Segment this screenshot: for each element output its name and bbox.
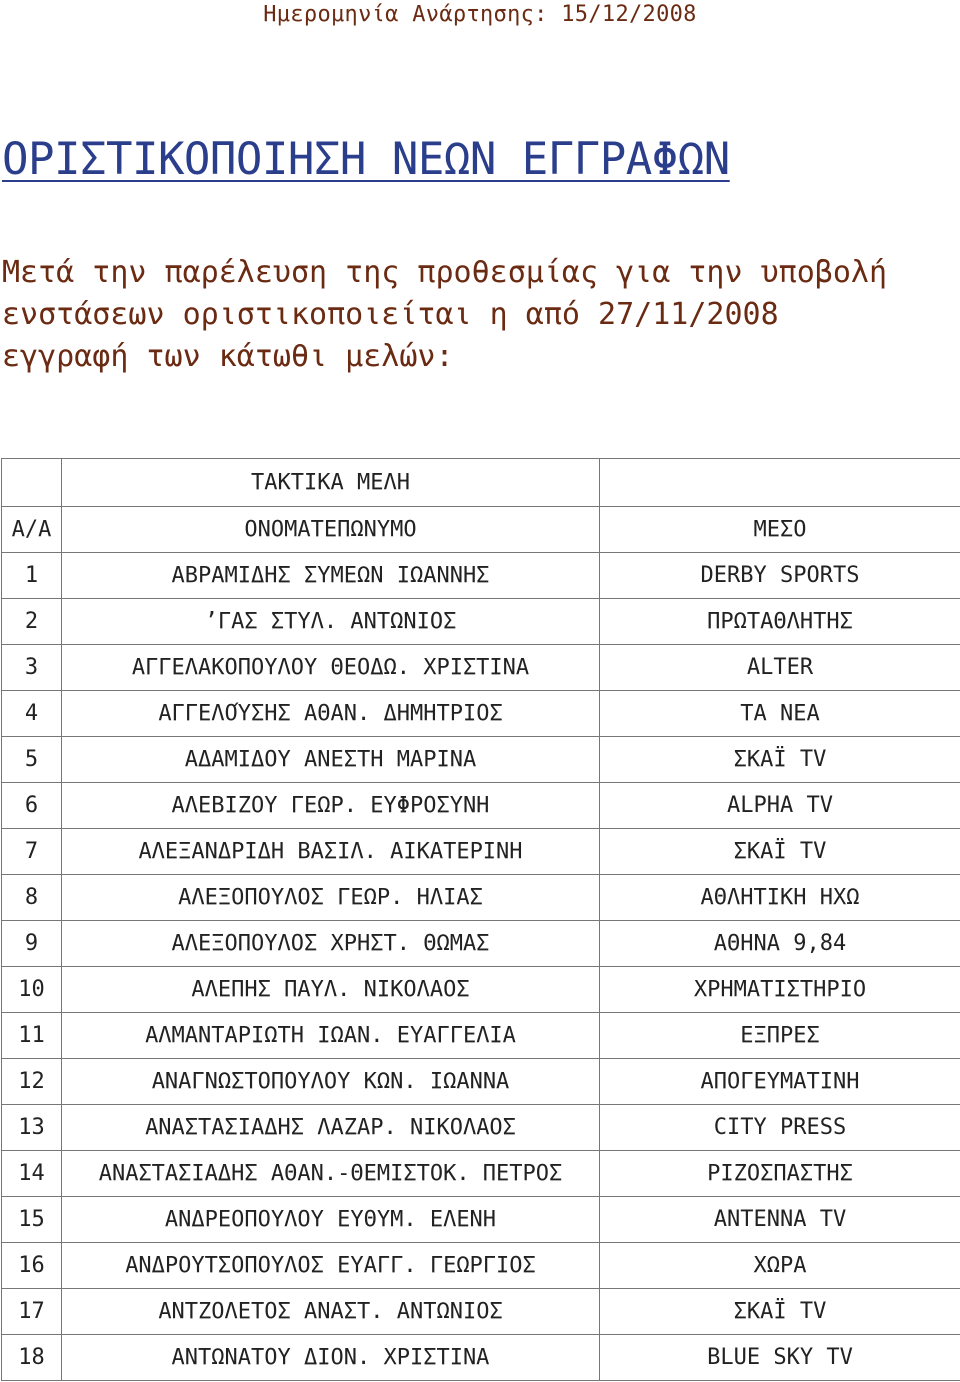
member-name: ΑΓΓΕΛΑΚΟΠΟΥΛΟΥ ΘΕΟΔΩ. ΧΡΙΣΤΙΝΑ <box>62 645 600 691</box>
member-number: 12 <box>2 1059 62 1105</box>
page-title: ΟΡΙΣΤΙΚΟΠΟΙΗΣΗ ΝΕΩΝ ΕΓΓΡΑΦΩΝ <box>2 134 730 185</box>
member-media: ALPHA TV <box>600 783 960 829</box>
member-name: ΑΛΕΞΟΠΟΥΛΟΣ ΧΡΗΣΤ. ΘΩΜΑΣ <box>62 921 600 967</box>
column-header-num: Α/Α <box>2 507 62 553</box>
table-row <box>2 829 960 875</box>
table-row <box>2 1335 960 1381</box>
member-media: BLUE SKY TV <box>600 1335 960 1381</box>
table-row <box>2 875 960 921</box>
table-row <box>2 1013 960 1059</box>
member-media: ΑΘΛΗΤΙΚΗ ΗΧΩ <box>600 875 960 921</box>
member-name: ΑΛΕΞΟΠΟΥΛΟΣ ΓΕΩΡ. ΗΛΙΑΣ <box>62 875 600 921</box>
group-header-row <box>2 459 960 507</box>
empty-cell <box>600 459 960 507</box>
post-date: Ημερομηνία Ανάρτησης: 15/12/2008 <box>263 2 697 27</box>
empty-cell <box>2 459 62 507</box>
member-media: ΠΡΩΤΑΘΛΗΤΗΣ <box>600 599 960 645</box>
member-name: ΑΝΔΡΕΟΠΟΥΛΟΥ ΕΥΘΥΜ. ΕΛΕΝΗ <box>62 1197 600 1243</box>
member-number: 16 <box>2 1243 62 1289</box>
table-row <box>2 599 960 645</box>
member-number: 8 <box>2 875 62 921</box>
table-row <box>2 783 960 829</box>
member-number: 18 <box>2 1335 62 1381</box>
member-number: 5 <box>2 737 62 783</box>
group-header: ΤΑΚΤΙΚΑ ΜΕΛΗ <box>62 459 600 507</box>
member-number: 1 <box>2 553 62 599</box>
column-header-media: ΜΕΣΟ <box>600 507 960 553</box>
table-row <box>2 1105 960 1151</box>
member-media: ΡΙΖΟΣΠΑΣΤΗΣ <box>600 1151 960 1197</box>
member-number: 6 <box>2 783 62 829</box>
intro-line: εγγραφή των κάτωθι μελών: <box>2 339 454 374</box>
table-row <box>2 921 960 967</box>
member-media: ΑΘΗΝΑ 9,84 <box>600 921 960 967</box>
member-name: ’ΓΑΣ ΣΤΥΛ. ΑΝΤΩΝΙΟΣ <box>62 599 600 645</box>
member-name: ΑΝΑΓΝΩΣΤΟΠΟΥΛΟΥ ΚΩΝ. ΙΩΑΝΝΑ <box>62 1059 600 1105</box>
member-number: 11 <box>2 1013 62 1059</box>
table-row <box>2 1151 960 1197</box>
member-number: 4 <box>2 691 62 737</box>
column-header-row <box>2 507 960 553</box>
member-number: 15 <box>2 1197 62 1243</box>
member-name: ΑΝΑΣΤΑΣΙΑΔΗΣ ΛΑΖΑΡ. ΝΙΚΟΛΑΟΣ <box>62 1105 600 1151</box>
member-number: 9 <box>2 921 62 967</box>
member-media: ΕΞΠΡΕΣ <box>600 1013 960 1059</box>
member-media: ΤΑ ΝΕΑ <box>600 691 960 737</box>
member-name: ΑΝΑΣΤΑΣΙΑΔΗΣ ΑΘΑΝ.-ΘΕΜΙΣΤΟΚ. ΠΕΤΡΟΣ <box>62 1151 600 1197</box>
intro-line: ενστάσεων οριστικοποιείται η από 27/11/2008 <box>2 297 779 332</box>
member-media: ΣΚΑΪ TV <box>600 1289 960 1335</box>
intro-paragraph <box>2 252 960 378</box>
member-number: 10 <box>2 967 62 1013</box>
member-name: ΑΛΕΒΙΖΟΥ ΓΕΩΡ. ΕΥΦΡΟΣΥΝΗ <box>62 783 600 829</box>
table-row <box>2 1289 960 1335</box>
member-name: ΑΒΡΑΜΙΔΗΣ ΣΥΜΕΩΝ ΙΩΑΝΝΗΣ <box>62 553 600 599</box>
member-media: DERBY SPORTS <box>600 553 960 599</box>
member-media: ANTENNA TV <box>600 1197 960 1243</box>
member-name: ΑΝΔΡΟΥΤΣΟΠΟΥΛΟΣ ΕΥΑΓΓ. ΓΕΩΡΓΙΟΣ <box>62 1243 600 1289</box>
member-name: ΑΛΕΠΗΣ ΠΑΥΛ. ΝΙΚΟΛΑΟΣ <box>62 967 600 1013</box>
member-number: 17 <box>2 1289 62 1335</box>
member-name: ΑΓΓΕΛΟΎΣΗΣ ΑΘΑΝ. ΔΗΜΗΤΡΙΟΣ <box>62 691 600 737</box>
member-name: ΑΔΑΜΙΔΟΥ ΑΝΕΣΤΗ ΜΑΡΙΝΑ <box>62 737 600 783</box>
member-name: ΑΝΤΩΝΑΤΟΥ ΔΙΟΝ. ΧΡΙΣΤΙΝΑ <box>62 1335 600 1381</box>
member-number: 14 <box>2 1151 62 1197</box>
member-number: 7 <box>2 829 62 875</box>
table-row <box>2 553 960 599</box>
member-media: ΣΚΑΪ TV <box>600 737 960 783</box>
table-row <box>2 1059 960 1105</box>
member-media: ΧΩΡΑ <box>600 1243 960 1289</box>
table-row <box>2 967 960 1013</box>
table-row <box>2 737 960 783</box>
column-header-name: ΟΝΟΜΑΤΕΠΩΝΥΜΟ <box>62 507 600 553</box>
member-media: ALTER <box>600 645 960 691</box>
member-number: 13 <box>2 1105 62 1151</box>
table-row <box>2 1197 960 1243</box>
member-name: ΑΛΜΑΝΤΑΡΙΩΤΗ ΙΩΑΝ. ΕΥΑΓΓΕΛΙΑ <box>62 1013 600 1059</box>
member-number: 3 <box>2 645 62 691</box>
members-table <box>1 458 960 1381</box>
table-row <box>2 691 960 737</box>
member-media: ΣΚΑΪ TV <box>600 829 960 875</box>
member-name: ΑΛΕΞΑΝΔΡΙΔΗ ΒΑΣΙΛ. ΑΙΚΑΤΕΡΙΝΗ <box>62 829 600 875</box>
member-number: 2 <box>2 599 62 645</box>
member-media: ΑΠΟΓΕΥΜΑΤΙΝΗ <box>600 1059 960 1105</box>
member-media: ΧΡΗΜΑΤΙΣΤΗΡΙΟ <box>600 967 960 1013</box>
table-row <box>2 1243 960 1289</box>
member-name: ΑΝΤΖΟΛΕΤΟΣ ΑΝΑΣΤ. ΑΝΤΩΝΙΟΣ <box>62 1289 600 1335</box>
table-row <box>2 645 960 691</box>
intro-line: Μετά την παρέλευση της προθεσμίας για την υποβολή <box>2 255 888 290</box>
member-media: CITY PRESS <box>600 1105 960 1151</box>
